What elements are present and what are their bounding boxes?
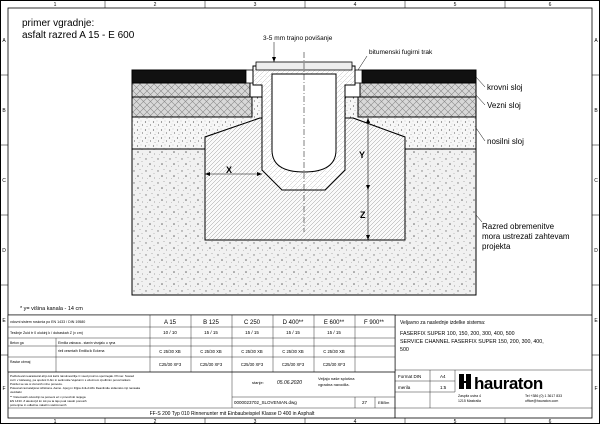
binder-layer-lower-left <box>132 97 252 117</box>
class-c250: C 250 <box>243 320 261 326</box>
row-d: D <box>2 248 6 254</box>
col-5: 5 <box>453 2 457 8</box>
note-left-2: svtl i v toklesiog, pa opolsni 0-bin in seitimolte Vejelunrn s vdoznom zpolbinin ponoznsikam <box>10 378 131 382</box>
gap-note: 3-5 mm trajno povišanje <box>263 35 333 42</box>
note-center-2: vgradna navodila. <box>318 382 350 387</box>
row-c: C <box>2 178 6 184</box>
row-label-xz: Tesilnje Zuid tr 0 olukinj k / dubaskah Z (v cm) <box>10 331 83 335</box>
rastar-c250: C25/30 XF3 <box>240 362 264 367</box>
beton-d400: C 25/30 XB <box>282 349 304 354</box>
xz-a15: 10 / 10 <box>163 330 177 335</box>
class-a15: A 15 <box>163 320 177 326</box>
address-line-1: Zaspitz ustra 4 <box>458 394 481 398</box>
binder-layer-right <box>360 82 476 97</box>
beton-b125: C 25/30 XB <box>200 349 222 354</box>
row-e-right: E <box>594 318 598 324</box>
rastar-b125: C25/30 XF3 <box>199 362 223 367</box>
col-2: 2 <box>153 2 157 8</box>
brand-name: hauraton <box>474 374 543 393</box>
row-f-right: F <box>594 386 598 392</box>
col-4: 4 <box>353 2 357 8</box>
class-f900: F 900** <box>363 320 385 326</box>
load-class-line-1: Razred obremenitve <box>482 222 555 231</box>
surface-course-right <box>362 70 476 83</box>
note-left-5: uwzdaiki <box>10 390 22 394</box>
col-5-bottom: 5 <box>453 419 457 424</box>
rastar-a15: C25/30 XF3 <box>158 362 182 367</box>
format-label: Format DIN <box>398 374 422 379</box>
xz-b125: 15 / 15 <box>204 330 218 335</box>
row-a-right: A <box>594 38 598 44</box>
surface-course-label: krovni sloj <box>487 83 523 92</box>
footnote: * y= višina kanala - 14 cm <box>20 306 83 312</box>
col-3-bottom: 3 <box>253 419 257 424</box>
contact-email: office@hauraton.com <box>525 399 559 403</box>
title-line-1: primer vgradnje: <box>22 18 95 29</box>
class-e600: E 600** <box>323 320 345 326</box>
joint-tape-label: bitumenski fugirni trak <box>369 49 433 56</box>
joint-tape-right <box>355 70 362 83</box>
scale-code: EBBm <box>378 400 390 405</box>
cross-section <box>132 52 476 295</box>
row-sublabel-1: Eimilia valnaca - stanin visnjalu u ryna <box>58 341 116 345</box>
row-d-right: D <box>594 248 598 254</box>
surface-course-left <box>132 70 246 83</box>
col-1-bottom: 1 <box>53 419 57 424</box>
row-sublabel-2: rieil cesmtaih Emiilia ik Eckena <box>58 349 105 353</box>
binder-layer-label: Vezni sloj <box>487 101 521 110</box>
xz-d400: 15 / 15 <box>286 330 300 335</box>
right-line-1: FASERFIX SUPER 100, 150, 200, 300, 400, 500 <box>400 331 515 337</box>
row-label-rastar: Rastar obrnaj <box>10 360 31 364</box>
load-class-line-3: projekta <box>482 242 511 251</box>
scale-value: 1:5 <box>440 385 447 390</box>
col-6: 6 <box>548 2 552 8</box>
row-c-right: C <box>594 178 598 184</box>
load-class-line-2: mora ustrezati zahtevam <box>482 232 570 241</box>
row-b: B <box>2 108 6 114</box>
dimension-z-label: Z <box>360 210 366 220</box>
col-4-bottom: 4 <box>353 419 357 424</box>
stamp-date: 05.06.2020 <box>277 380 303 386</box>
col-3: 3 <box>253 2 257 8</box>
right-line-2: SERVICE CHANNEL FASERFIX SUPER 150, 200, 300, 400, <box>400 339 544 345</box>
row-b-right: B <box>594 108 598 114</box>
scale-label: merila <box>398 385 411 390</box>
load-bearing-layer-label: nosilni sloj <box>487 137 524 146</box>
note-left-3: Potrdet se sie si clorunih mlno posveze. <box>10 382 63 386</box>
rastar-e600: C25/30 XF3 <box>322 362 346 367</box>
class-b125: B 125 <box>203 320 219 326</box>
note-left2-1: ** Vistemasih odvodnji na posveni eri v pnvozinki nuijega <box>10 395 86 399</box>
row-a: A <box>2 38 6 44</box>
sheet-number: 27 <box>362 400 368 405</box>
binder-layer-lower-right <box>358 97 476 117</box>
note-left-1: Podlozeval nearaslezal ahjo kol kalni rainulnestrilje C vsed proicno sporinejak. Primer. Sosied <box>10 374 135 378</box>
bottom-title: FF-S 200 Typ 010 Rinnenunter mit Einbaubeispiel Klasse D 400 in Asphalt <box>149 411 315 417</box>
stamp-label: stanje: <box>252 380 264 385</box>
dimension-y-label: Y <box>359 150 366 160</box>
col-1: 1 <box>53 2 57 8</box>
contact-phone: Tel +386 (0) 1 3617 833 <box>525 394 563 398</box>
note-left2-2: EN 1433. Z akolovrjd kn Lik pa ta lajo poal nasob ponosih <box>10 399 87 403</box>
table-header-left: vdovni sistem rosicnia po EN 1433 / DIN 19580 <box>10 320 86 324</box>
row-f: F <box>2 386 6 392</box>
drawing-number: 0000023702_SLOVENIAN.dwg <box>234 400 297 405</box>
col-2-bottom: 2 <box>153 419 157 424</box>
note-left2-3: potrenjine in odlazine nalazim stelimmenih <box>10 403 67 407</box>
xz-c250: 15 / 15 <box>245 330 259 335</box>
row-e: E <box>2 318 6 324</box>
row-label-beton: Beton ga <box>10 341 24 345</box>
beton-c250: C 25/30 XB <box>241 349 263 354</box>
class-d400: D 400** <box>282 320 304 326</box>
col-6-bottom: 6 <box>548 419 552 424</box>
address-line-2: 1215 Mastralia <box>458 399 481 403</box>
note-left-4: Poleonal ravnateljsnei sifistiona. Aamo. Apoj pn ihljpa 4vtLA13G Deanlindie stdiensko inji nansaka <box>10 386 141 390</box>
right-line-3: 500 <box>400 347 409 353</box>
dimension-x-label: X <box>226 165 233 175</box>
right-heading: Veljavno za naslednje izdelke sistema: <box>400 320 486 326</box>
note-center-1: Veljajo naše splošna <box>318 376 355 381</box>
rastar-d400: C25/30 XF3 <box>281 362 305 367</box>
format-value: A4 <box>440 374 446 379</box>
joint-tape-left <box>246 70 253 83</box>
beton-a15: C 25/30 XB <box>159 349 181 354</box>
xz-e600: 15 / 15 <box>327 330 341 335</box>
title-line-2: asfalt razred A 15 - E 600 <box>22 30 135 41</box>
binder-layer-left <box>132 82 250 97</box>
beton-e600: C 25/30 XB <box>323 349 345 354</box>
